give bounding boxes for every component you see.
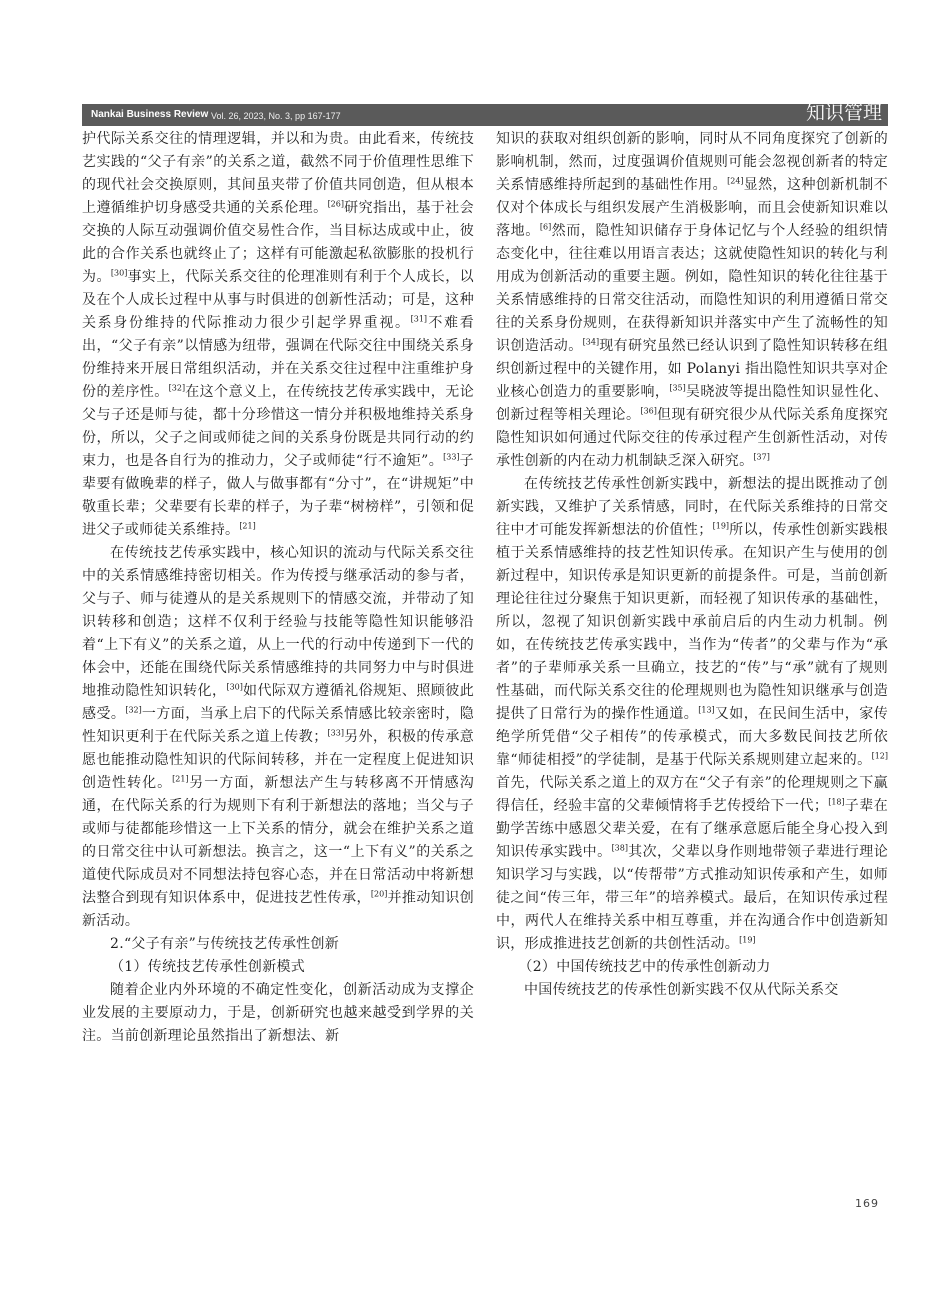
citation-ref: [38] xyxy=(611,843,628,853)
text-run: 在传统技艺传承性创新实践中，新想法的提出既推动了创新实践，又维护了关系情感，同时，在代际关系维持的日常交往中才可能发挥新想法的价值性； xyxy=(496,476,888,538)
body-paragraph xyxy=(496,128,888,473)
body-paragraph xyxy=(82,979,474,1048)
citation-ref: [30] xyxy=(110,268,128,278)
citation-ref: [18] xyxy=(828,797,845,807)
citation-ref: [21] xyxy=(239,521,256,531)
issue-info: Vol. 26, 2023, No. 3, pp 167-177 xyxy=(211,111,341,121)
citation-ref: [32] xyxy=(168,383,186,393)
text-run: 首先，代际关系之道上的双方在“父子有亲”的伦理规则之下赢得信任，经验丰富的父辈倾情将手艺传授给下一代； xyxy=(496,775,888,814)
text-run: 又如，在民间生活中，家传绝学所凭借“父子相传”的传承模式，而大多数民间技艺所依靠“师徒相授”的学徒制，是基于代际关系规则建立起来的。 xyxy=(496,706,888,768)
section-subheading xyxy=(82,956,474,979)
citation-ref: [37] xyxy=(753,452,770,462)
section-title: 知识管理 xyxy=(805,102,882,124)
section-subheading xyxy=(496,956,888,979)
citation-ref: [13] xyxy=(698,705,715,715)
citation-ref: [20] xyxy=(370,889,388,899)
text-run: 吴晓波等提出隐性知识显性化、创新过程等相关理论。 xyxy=(496,384,888,423)
citation-ref: [36] xyxy=(640,406,657,416)
text-run: 子辈要有做晚辈的样子，做人与做事都有“分寸”，在“讲规矩”中敬重长辈；父辈要有长辈的样子，为子辈“树榜样”，引领和促进父子或师徒关系维持。 xyxy=(82,453,474,538)
citation-ref: [21] xyxy=(172,774,189,784)
text-run: 护代际关系交往的情理逻辑，并以和为贵。由此看来，传统技艺实践的“父子有亲”的关系之道，截然不同于价值理性思维下的现代社会交换原则，其间虽夹带了价值共同创造，但从根本上遵循维护切身感受共通的关系伦理。 xyxy=(82,131,474,216)
text-run: 2.“父子有亲”与传统技艺传承性创新 xyxy=(110,936,340,952)
body-paragraph xyxy=(496,473,888,956)
citation-ref: [6] xyxy=(539,222,552,232)
text-run: 另外，积极的传承意愿也能推动隐性知识的代际间转移，并在一定程度上促进知识创造性转化。 xyxy=(82,729,474,791)
text-run: 所以，传承性创新实践根植于关系情感维持的技艺性知识传承。在知识产生与使用的创新过程中，知识传承是知识更新的前提条件。可是，当前创新理论往往过分聚焦于知识更新，而轻视了知识传承的基础性，所以，忽视了知识创新实践中承前启后的内生动力机制。例如，在传统技艺传承实践中，当作为“传者”的父辈与作为“承者”的子辈师承关系一旦确立，技艺的“传”与“承”就有了规则性基础，而代际关系交往的伦理规则也为隐性知识继承与创造提供了日常行为的操作性通道。 xyxy=(496,522,888,722)
text-run: 然而，隐性知识储存于身体记忆与个人经验的组织情态变化中，往往难以用语言表达；这就使隐性知识的转化与利用成为创新活动的重要主题。例如，隐性知识的转化往往基于关系情感维持的日常交往活动，而隐性知识的利用遵循日常交往的关系身份规则，在获得新知识并落实中产生了流畅性的知识创造活动。 xyxy=(496,223,888,354)
text-run: （1）传统技艺传承性创新模式 xyxy=(110,959,306,975)
text-run: （2）中国传统技艺中的传承性创新动力 xyxy=(518,959,771,975)
section-subheading xyxy=(82,933,474,956)
journal-name: Nankai Business Review xyxy=(91,109,209,120)
text-run: 如代际双方遵循礼俗规矩、照顾彼此感受。 xyxy=(82,683,474,722)
text-run: 知识的获取对组织创新的影响，同时从不同角度探究了创新的影响机制，然而，过度强调价值规则可能会忽视创新者的特定关系情感维持所起到的基础性作用。 xyxy=(496,131,888,193)
citation-ref: [31] xyxy=(410,314,428,324)
citation-ref: [26] xyxy=(327,199,344,209)
running-header xyxy=(82,104,888,126)
text-run: 事实上，代际关系交往的伦理准则有利于个人成长，以及在个人成长过程中从事与时俱进的创新性活动；可是，这种关系身份维持的代际推动力很少引起学界重视。 xyxy=(82,269,474,331)
text-run: 其次，父辈以身作则地带领子辈进行理论知识学习与实践，以“传帮带”方式推动知识传承和产生，如师徒之间“传三年，带三年”的培养模式。最后，在知识传承过程中，两代人在维持关系中相互尊重，并在沟通合作中创造新知识，形成推进技艺创新的共创性活动。 xyxy=(496,844,888,952)
citation-ref: [30] xyxy=(226,682,243,692)
citation-ref: [24] xyxy=(727,176,744,186)
text-run: 随着企业内外环境的不确定性变化，创新活动成为支撑企业发展的主要原动力，于是，创新研究也越来越受到学界的关注。当前创新理论虽然指出了新想法、新 xyxy=(82,982,474,1044)
text-run: 显然，这种创新机制不仅对个体成长与组织发展产生消极影响，而且会使新知识难以落地。 xyxy=(496,177,888,239)
text-run: 研究指出，基于社会交换的人际互动强调价值交易性合作，当目标达成或中止，彼此的合作关系也就终止了；这样有可能激起私欲膨胀的投机行为。 xyxy=(82,200,474,285)
citation-ref: [12] xyxy=(871,751,888,761)
body-paragraph xyxy=(82,128,474,542)
text-run: 一方面，当承上启下的代际关系情感比较亲密时，隐性知识更利于在代际关系之道上传教； xyxy=(82,706,474,745)
text-run: 在这个意义上，在传统技艺传承实践中，无论父与子还是师与徒，都十分珍惜这一情分并积极地维持关系身份，所以，父子之间或师徒之间的关系身份既是共同行动的约束力，也是各自行为的推动力，父子或师徒“行不逾矩”。 xyxy=(82,384,474,469)
text-run: 不难看出，“父子有亲”以情感为纽带，强调在代际交往中围绕关系身份维持来开展日常组织活动，并在关系交往过程中注重维护身份的差序性。 xyxy=(82,315,474,400)
right-column xyxy=(496,128,888,1002)
text-run: 但现有研究很少从代际关系角度探究隐性知识如何通过代际交往的传承过程产生创新性活动，对传承性创新的内在动力机制缺乏深入研究。 xyxy=(496,407,888,469)
text-run: 另一方面，新想法产生与转移离不开情感沟通，在代际关系的行为规则下有利于新想法的落地；当父与子或师与徒都能珍惜这一上下关系的情分，就会在维护关系之道的日常交往中认可新想法。换言之，这一“上下有义”的关系之道使代际成员对不同想法持包容心态，并在日常活动中将新想法整合到现有知识体系中，促进技艺性传承， xyxy=(82,775,474,906)
citation-ref: [33] xyxy=(443,452,460,462)
text-run: 现有研究虽然已经认识到了隐性知识转移在组织创新过程中的关键作用，如 Polanyi 指出隐性知识共享对企业核心创造力的重要影响， xyxy=(496,338,889,400)
text-run: 并推动知识创新活动。 xyxy=(82,890,474,929)
citation-ref: [19] xyxy=(712,521,730,531)
text-run: 子辈在勤学苦练中感恩父辈关爱，在有了继承意愿后能全身心投入到知识传承实践中。 xyxy=(496,798,888,860)
citation-ref: [19] xyxy=(739,935,756,945)
body-paragraph xyxy=(496,979,888,1002)
body-paragraph xyxy=(82,542,474,933)
citation-ref: [32] xyxy=(125,705,142,715)
page-number: 169 xyxy=(855,1197,879,1210)
citation-ref: [34] xyxy=(582,337,600,347)
text-run: 在传统技艺传承实践中，核心知识的流动与代际关系交往中的关系情感维持密切相关。作为传授与继承活动的参与者，父与子、师与徒遵从的是关系规则下的情感交流，并带动了知识转移和创造；这样不仅利于经验与技能等隐性知识能够沿着“上下有义”的关系之道，从上一代的行动中传递到下一代的体会中，还能在围绕代际关系情感维持的共同努力中与时俱进地推动隐性知识转化， xyxy=(82,545,474,699)
left-column xyxy=(82,128,474,1048)
citation-ref: [35] xyxy=(669,383,686,393)
text-run: 中国传统技艺的传承性创新实践不仅从代际关系交 xyxy=(524,982,839,998)
citation-ref: [33] xyxy=(327,728,344,738)
